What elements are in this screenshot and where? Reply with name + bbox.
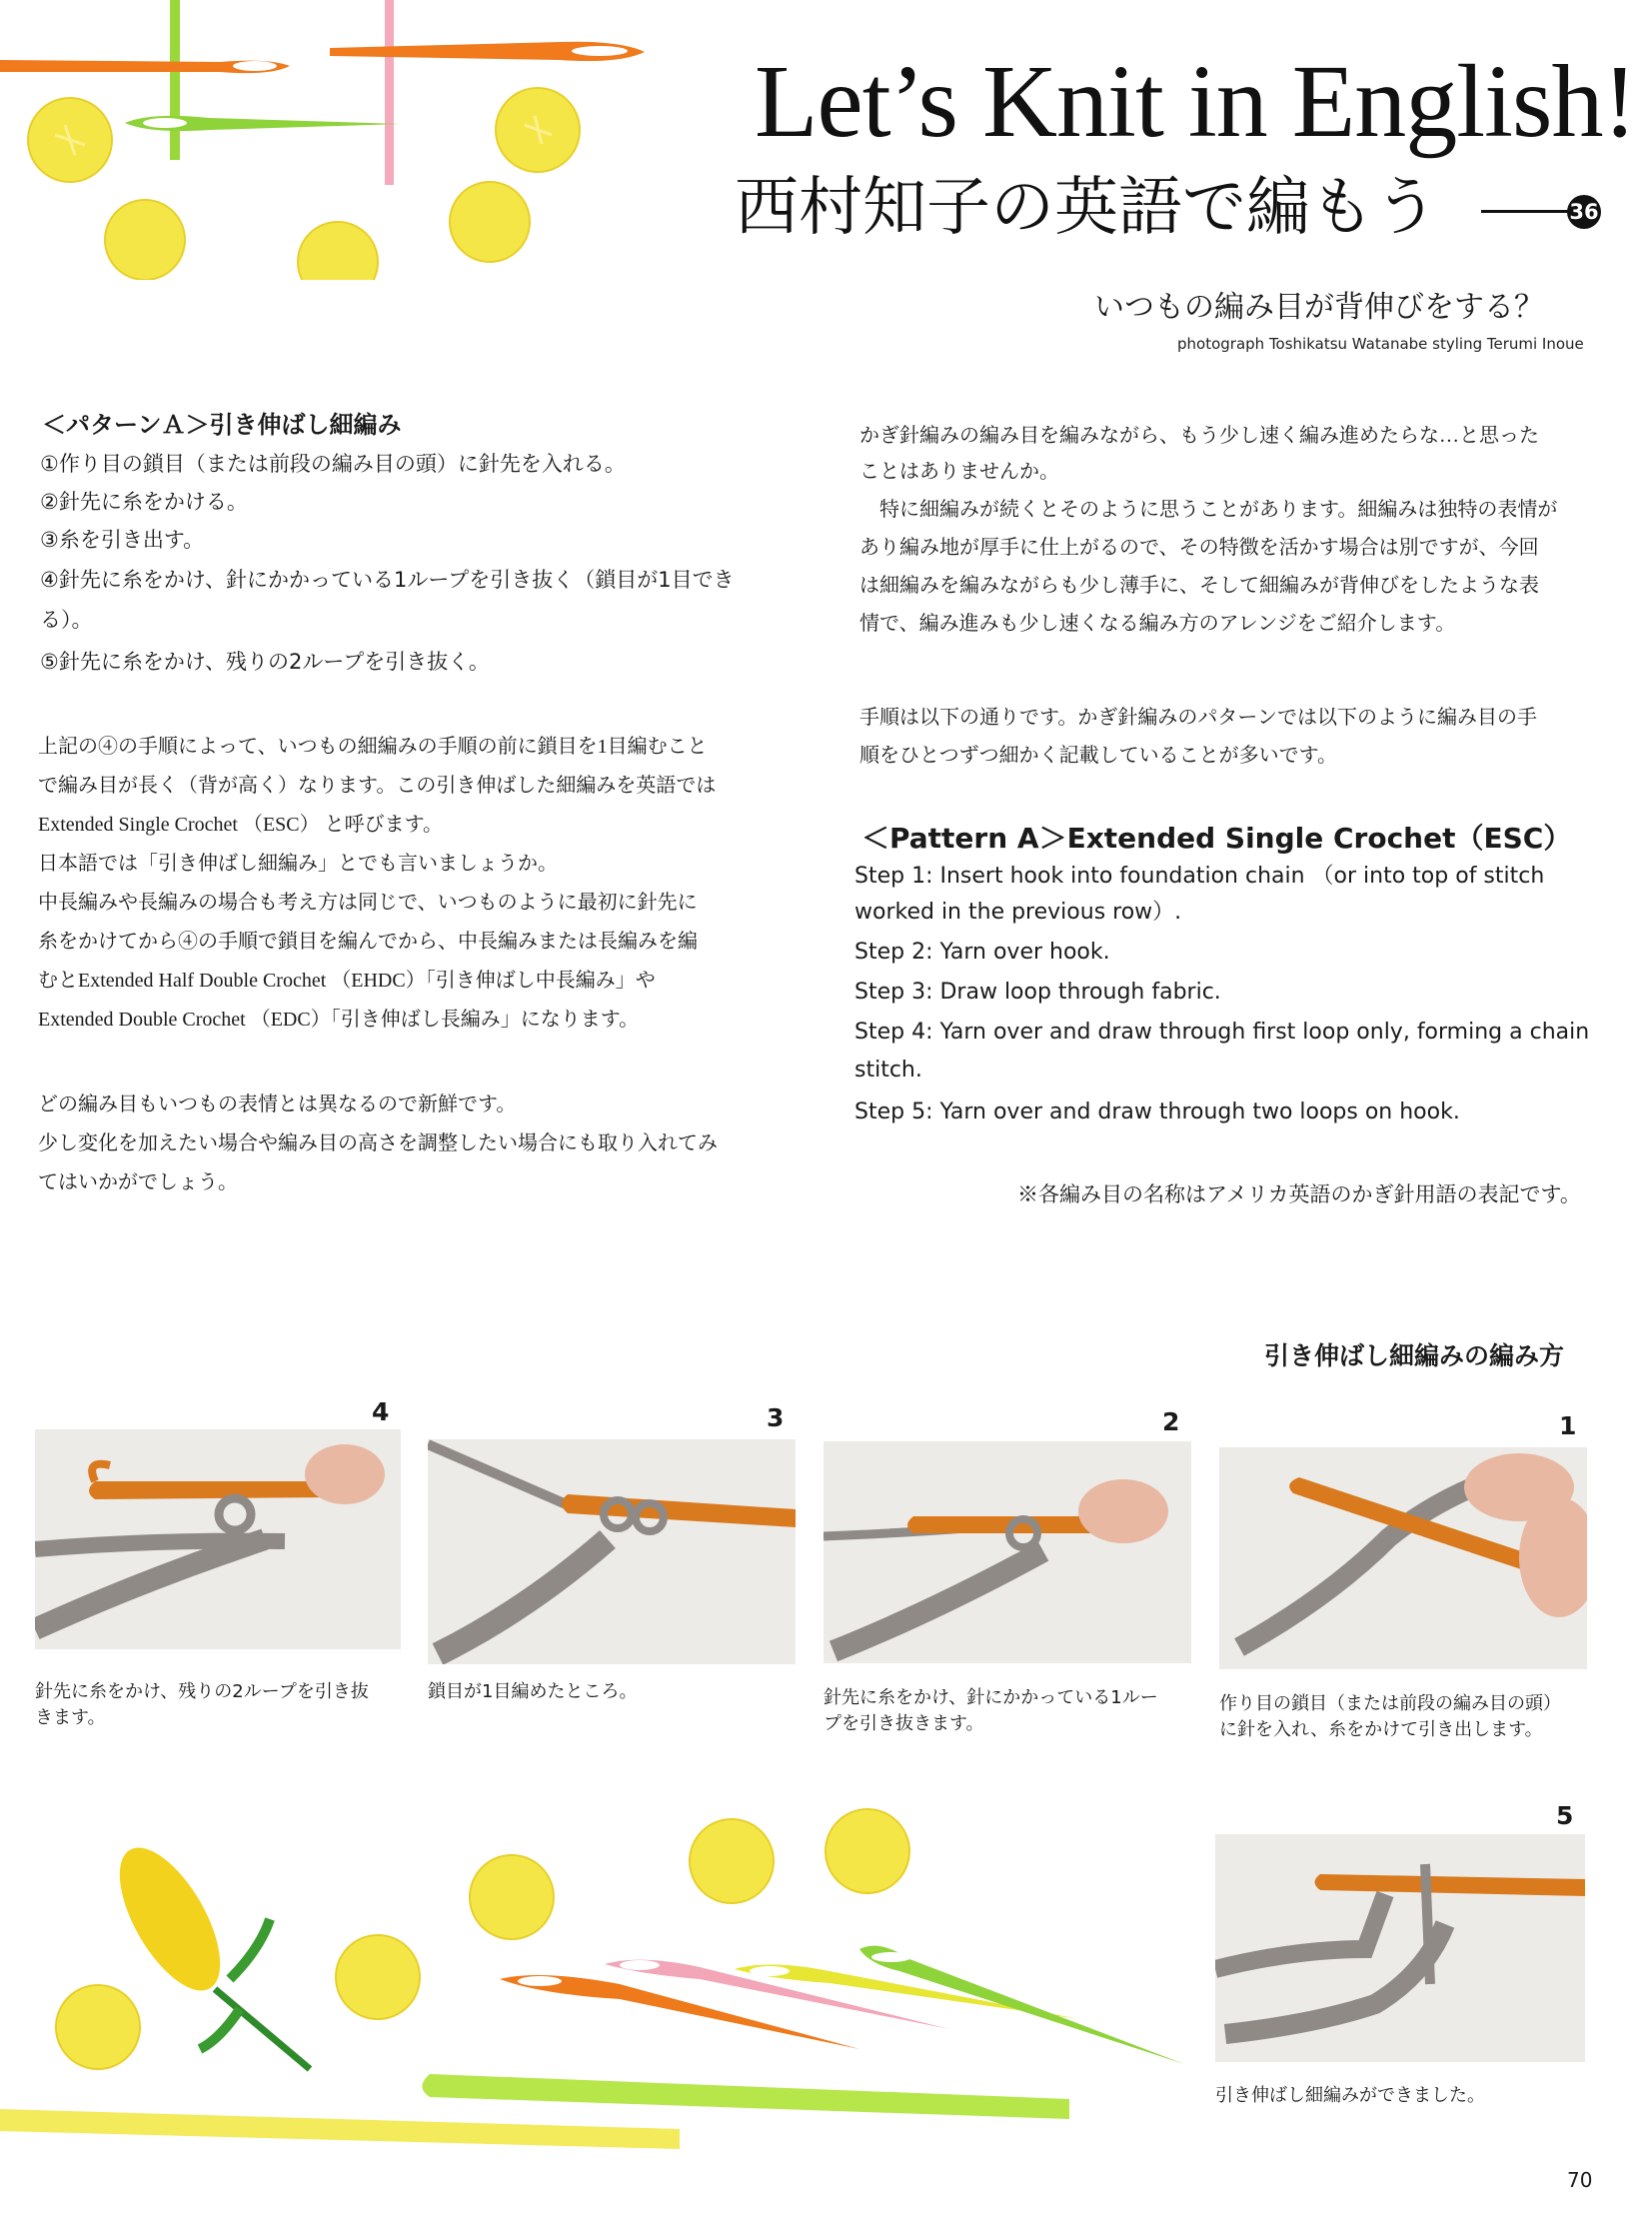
page-title-jp: 西村知子の英語で編もう <box>735 172 1438 243</box>
crochet-photo-icon <box>35 1429 401 1649</box>
step-en: Step 3: Draw loop through fabric. <box>854 980 1221 1005</box>
photo-number: 2 <box>1162 1407 1180 1436</box>
paragraph-line: 中長編みや長編みの場合も考え方は同じで、いつものように最初に針先に <box>38 892 698 914</box>
crochet-photo-icon <box>1219 1447 1587 1669</box>
pattern-heading-jp: ＜パターンＡ＞引き伸ばし細編み <box>42 411 402 439</box>
yellow-hook-icon <box>0 2109 680 2149</box>
subtitle: いつもの編み目が背伸びをする？ <box>1094 291 1544 324</box>
photo-number: 1 <box>1559 1411 1577 1440</box>
decor-needles-buttons-top <box>0 0 700 280</box>
photo-caption: 鎖目が1目編めたところ。 <box>428 1681 638 1702</box>
photo-number: 4 <box>372 1397 390 1426</box>
step-photo-2 <box>824 1441 1191 1663</box>
page-number: 70 <box>1567 2168 1593 2192</box>
paragraph-line: 糸をかけてから④の手順で鎖目を編んでから、中長編みまたは長編みを編 <box>38 931 698 953</box>
photo-caption: 針先に糸をかけ、針にかかっている1ルー <box>824 1687 1158 1708</box>
intro-line: ことはありませんか。 <box>859 461 1059 483</box>
yellow-button-icon <box>826 1809 909 1893</box>
step-jp: ②針先に糸をかける。 <box>40 490 248 514</box>
step-jp: る）。 <box>40 608 93 632</box>
paragraph-line: 日本語では「引き伸ばし細編み」とでも言いましょうか。 <box>38 853 558 875</box>
terminology-note: ※各編み目の名称はアメリカ英語のかぎ針用語の表記です。 <box>1017 1182 1581 1206</box>
step-jp: ①作り目の鎖目（または前段の編み目の頭）に針先を入れる。 <box>40 452 626 476</box>
photo-caption: 引き伸ばし細編みができました。 <box>1215 2085 1485 2106</box>
step-en: worked in the previous row）. <box>854 900 1182 925</box>
yellow-button-icon <box>470 1855 554 1939</box>
intro-line: 順をひとつずつ細かく記載していることが多いです。 <box>859 745 1337 767</box>
photo-caption: 作り目の鎖目（または前段の編み目の頭） <box>1219 1693 1561 1714</box>
yellow-button-icon <box>298 222 378 280</box>
intro-line: 特に細編みが続くとそのように思うことがあります。細編みは独特の表情が <box>859 499 1558 521</box>
green-hook-icon <box>423 2074 1070 2119</box>
intro-line: あり編み地が厚手に仕上がるので、その特徴を活かす場合は別ですが、今回 <box>859 537 1539 559</box>
step-en: Step 4: Yarn over and draw through first loop only, forming a chain <box>854 1020 1590 1045</box>
intro-line: かぎ針編みの編み目を編みながら、もう少し速く編み進めたらな…と思った <box>859 425 1539 447</box>
step-photo-4 <box>35 1429 401 1649</box>
step-photo-3 <box>428 1439 796 1664</box>
issue-number-badge: 36 <box>1567 195 1601 229</box>
intro-line: は細編みを編みながらも少し薄手に、そして細編みが背伸びをしたような表 <box>859 575 1539 597</box>
paragraph-line: てはいかがでしょう。 <box>38 1171 238 1193</box>
step-photo-5 <box>1215 1834 1585 2062</box>
title-dash <box>1481 210 1569 213</box>
pink-needle-icon <box>385 0 394 185</box>
photo-number: 5 <box>1556 1801 1574 1830</box>
yellow-button-icon <box>450 182 530 262</box>
paragraph-line: 少し変化を加えたい場合や編み目の高さを調整したい場合にも取り入れてみ <box>38 1132 718 1154</box>
page-title-en: Let’s Knit in English! <box>755 44 1637 159</box>
photo-caption: プを引き抜きます。 <box>824 1713 984 1734</box>
step-jp: ③糸を引き出す。 <box>40 528 205 552</box>
photo-credits: photograph Toshikatsu Watanabe styling Terumi Inoue <box>1177 335 1584 353</box>
intro-line: 手順は以下の通りです。かぎ針編みのパターンでは以下のように編み目の手 <box>859 707 1537 729</box>
step-en: Step 2: Yarn over hook. <box>854 940 1110 965</box>
paragraph-line: むとExtended Half Double Crochet （EHDC）「引き伸ばし中長編み」や <box>38 970 656 992</box>
paragraph-line: Extended Double Crochet （EDC）「引き伸ばし長編み」になります。 <box>38 1009 640 1031</box>
photo-caption: に針を入れ、糸をかけて引き出します。 <box>1219 1719 1543 1740</box>
paragraph-line: どの編み目もいつもの表情とは異なるので新鮮です。 <box>38 1094 517 1115</box>
crochet-photo-icon <box>1215 1834 1585 2062</box>
step-photo-1 <box>1219 1447 1587 1669</box>
orange-needle-icon <box>500 1975 859 2049</box>
photo-caption: 針先に糸をかけ、残りの2ループを引き抜 <box>35 1681 369 1702</box>
paragraph-line: 上記の④の手順によって、いつもの細編みの手順の前に鎖目を1目編むこと <box>38 736 708 758</box>
paragraph-line: Extended Single Crochet （ESC） と呼びます。 <box>38 814 444 836</box>
pattern-heading-en: ＜Pattern A＞Extended Single Crochet（ESC） <box>861 822 1572 855</box>
photo-caption: きます。 <box>35 1707 106 1728</box>
decor-needles-buttons-bottom <box>0 1799 1199 2169</box>
crochet-photo-icon <box>824 1441 1191 1663</box>
intro-line: 情で、編み進みも少し速くなる編み方のアレンジをご紹介します。 <box>859 613 1456 635</box>
step-en: Step 5: Yarn over and draw through two loops on hook. <box>854 1100 1460 1124</box>
yellow-button-icon <box>336 1935 420 2019</box>
green-needle-icon <box>859 1946 1184 2064</box>
yellow-button-icon <box>56 1985 140 2069</box>
yellow-button-icon <box>105 200 185 280</box>
crochet-photo-icon <box>428 1439 796 1664</box>
step-en: Step 1: Insert hook into foundation chain （or into top of stitch <box>854 864 1545 889</box>
step-en: stitch. <box>854 1058 922 1083</box>
photo-number: 3 <box>767 1403 785 1432</box>
howto-title: 引き伸ばし細編みの編み方 <box>1264 1341 1565 1370</box>
yellow-button-icon <box>690 1819 774 1903</box>
step-jp: ⑤針先に糸をかけ、残りの2ループを引き抜く。 <box>40 650 490 674</box>
paragraph-line: で編み目が長く（背が高く）なります。この引き伸ばした細編みを英語では <box>38 775 717 797</box>
step-jp: ④針先に糸をかけ、針にかかっている1ループを引き抜く（鎖目が1目でき <box>40 568 735 592</box>
green-needle-icon <box>170 0 180 160</box>
